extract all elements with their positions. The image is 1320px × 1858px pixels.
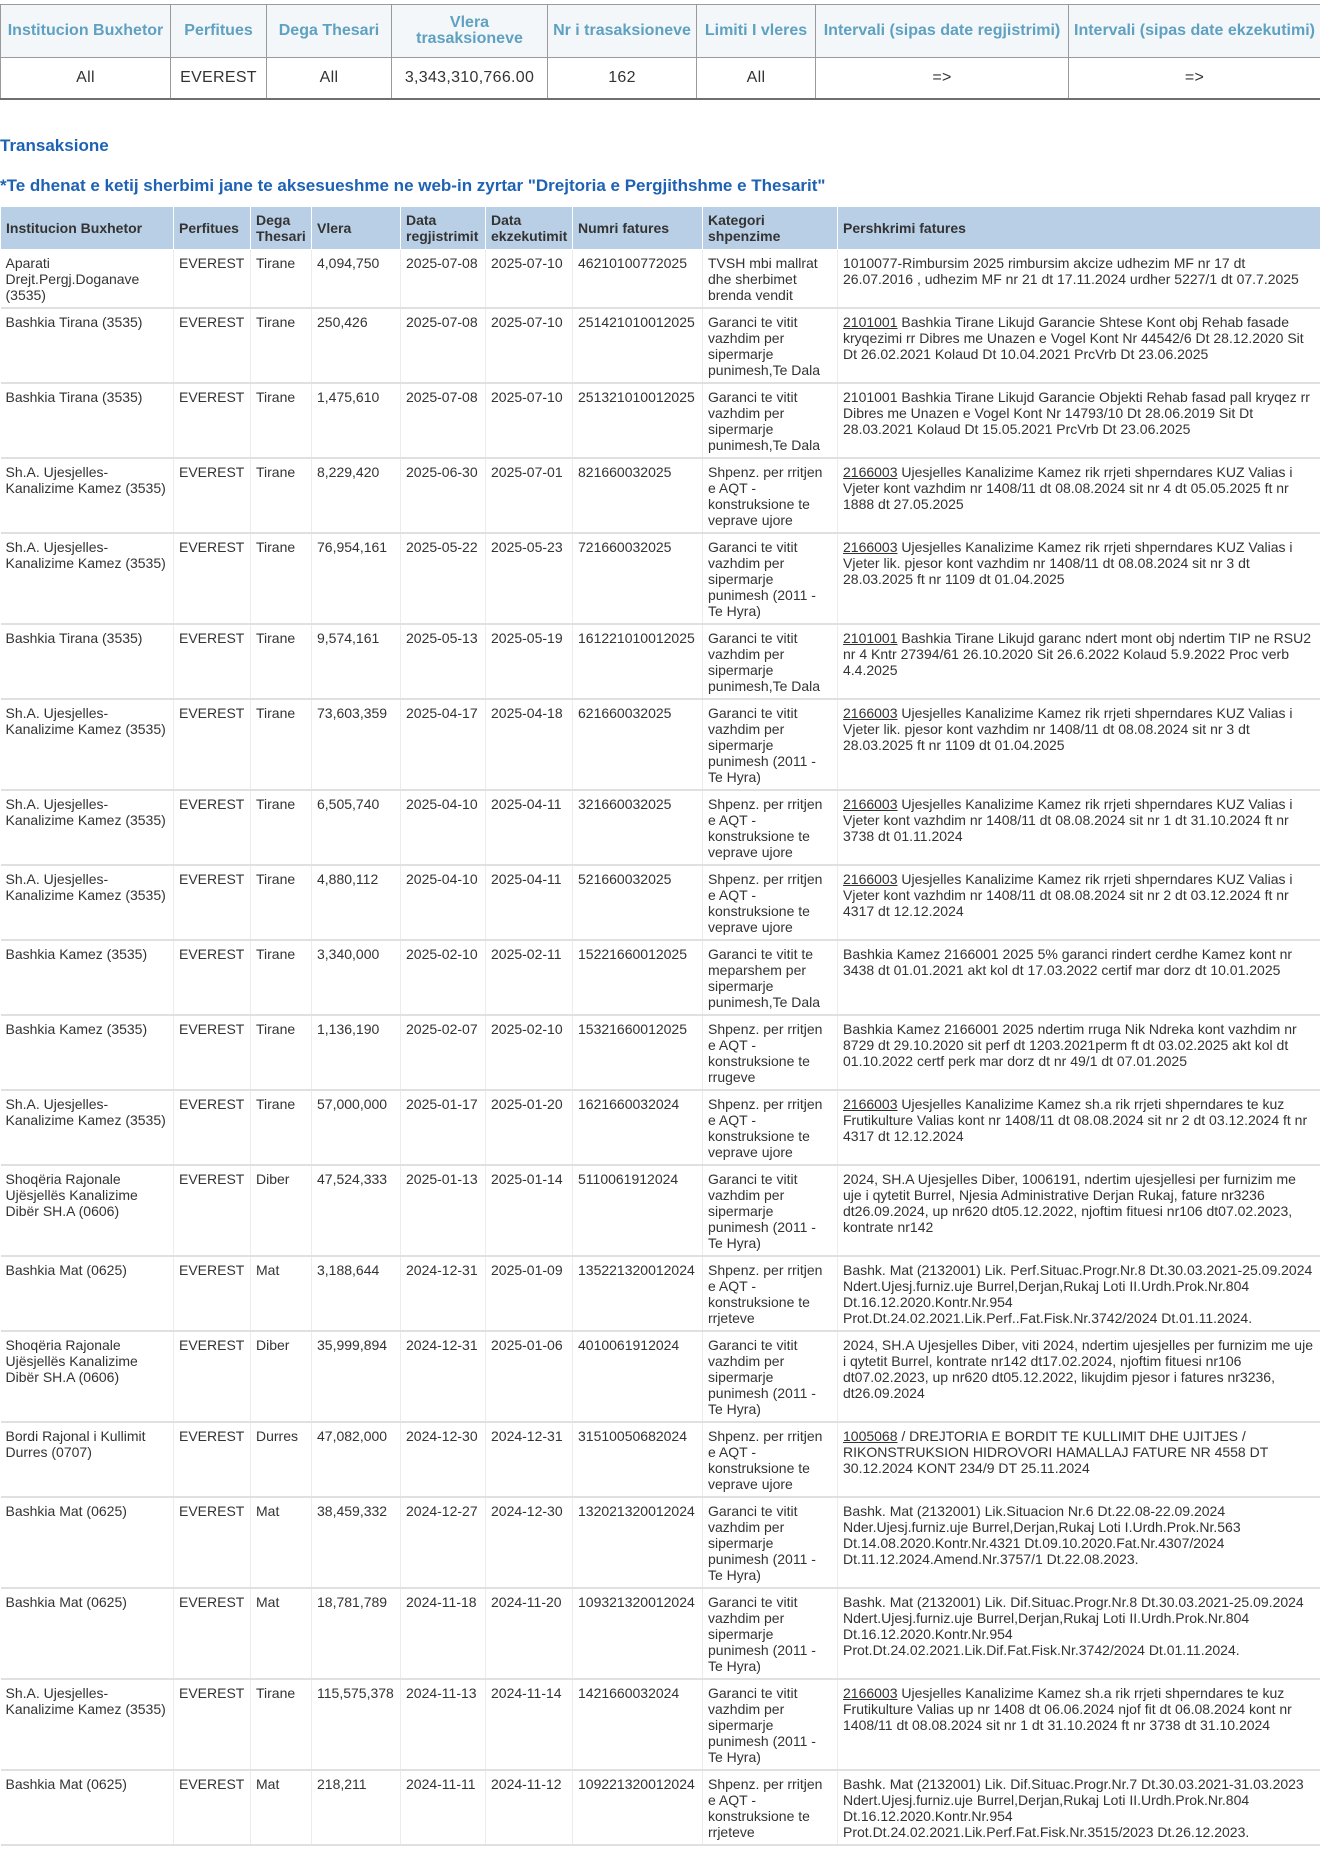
description-text: Ujesjelles Kanalizime Kamez rik rrjeti shperndares KUZ Valias i Vjeter lik. pjesor kont vazhdim nr 1408/11 dt 08.08.2024 sit nr 3 dt 28.03.2025 ft nr 1109 dt 01.04.2025 [843,705,1293,753]
summary-value-cell: => [816,58,1069,100]
cell-beneficiary: EVEREST [174,865,251,940]
cell-amount: 9,574,161 [312,624,401,699]
cell-treasury-branch: Tirane [251,1090,312,1165]
transactions-table [0,206,1320,1846]
cell-beneficiary: EVEREST [174,1256,251,1331]
description-text: / DREJTORIA E BORDIT TE KULLIMIT DHE UJITJES / RIKONSTRUKSION HIDROVORI HAMALLAJ FATURE NR 4558 DT 30.12.2024 KONT 234/9 DT 25.11.2024 [843,1428,1269,1476]
cell-execution-date: 2025-05-19 [486,624,573,699]
cell-registration-date: 2025-04-10 [401,790,486,865]
account-code-link[interactable]: 1005068 [843,1428,898,1444]
cell-registration-date: 2025-06-30 [401,458,486,533]
cell-execution-date: 2024-12-31 [486,1422,573,1497]
cell-beneficiary: EVEREST [174,1497,251,1588]
summary-value-cell: EVEREST [171,58,267,100]
cell-registration-date: 2025-05-22 [401,533,486,624]
summary-table [0,4,1320,100]
cell-registration-date: 2025-02-10 [401,940,486,1015]
description-text: Bashk. Mat (2132001) Lik. Dif.Situac.Progr.Nr.7 Dt.30.03.2021-31.03.2023 Ndert.Ujesj.furniz.uje Burrel,Derjan,Rukaj Loti II.Urdh.Prok.Nr.804 Dt.16.12.2020.Kontr.Nr.954 Prot.Dt.24.02.2021.Lik.Perf.Fat.Fisk.Nr.3515/2023 Dt.26.12.2023. [843,1776,1304,1840]
cell-registration-date: 2025-07-08 [401,250,486,309]
cell-execution-date: 2025-04-11 [486,790,573,865]
cell-invoice-number: 132021320012024 [573,1497,703,1588]
cell-invoice-description [838,458,1320,533]
column-header[interactable]: Numri fatures [573,207,703,250]
cell-institution: Bashkia Mat (0625) [1,1497,174,1588]
account-code-link[interactable]: 2166003 [843,705,898,721]
cell-registration-date: 2024-12-31 [401,1256,486,1331]
cell-institution: Sh.A. Ujesjelles-Kanalizime Kamez (3535) [1,790,174,865]
table-row[interactable] [1,865,1320,940]
cell-execution-date: 2025-07-10 [486,250,573,309]
cell-invoice-number: 521660032025 [573,865,703,940]
cell-invoice-description [838,383,1320,458]
summary-header-cell: Institucion Buxhetor [1,5,171,58]
cell-treasury-branch: Mat [251,1497,312,1588]
cell-expense-category: Garanci te vitit te meparshem per sipermarje punimesh,Te Dala [703,940,838,1015]
cell-invoice-description [838,1497,1320,1588]
cell-beneficiary: EVEREST [174,1588,251,1679]
cell-invoice-description [838,1770,1320,1845]
cell-invoice-number: 15221660012025 [573,940,703,1015]
cell-invoice-description [838,1165,1320,1256]
summary-header-cell: Vlera trasaksioneve [392,5,548,58]
cell-invoice-description [838,1090,1320,1165]
cell-invoice-number: 135221320012024 [573,1256,703,1331]
cell-institution: Sh.A. Ujesjelles-Kanalizime Kamez (3535) [1,699,174,790]
column-header[interactable]: Kategori shpenzime [703,207,838,250]
cell-treasury-branch: Mat [251,1256,312,1331]
cell-invoice-number: 109221320012024 [573,1770,703,1845]
table-row[interactable] [1,624,1320,699]
description-text: 2024, SH.A Ujesjelles Diber, 1006191, ndertim ujesjellesi per furnizim me uje i qytetit Burrel, Njesia Administrative Derjan Rukaj, fature nr3236 dt26.09.2024, up nr620 dt05.12.2022, njoftim fituesi nr106 dt07.02.2023, kontrate nr142 [843,1171,1296,1235]
cell-institution: Bashkia Tirana (3535) [1,308,174,383]
table-row[interactable] [1,1770,1320,1845]
cell-invoice-description [838,1422,1320,1497]
cell-amount: 57,000,000 [312,1090,401,1165]
cell-expense-category: Shpenz. per rritjen e AQT - konstruksione te rrjeteve [703,1770,838,1845]
cell-invoice-description [838,940,1320,1015]
cell-treasury-branch: Tirane [251,458,312,533]
cell-invoice-description [838,790,1320,865]
cell-expense-category: Garanci te vitit vazhdim per sipermarje punimesh (2011 - Te Hyra) [703,1679,838,1770]
cell-treasury-branch: Tirane [251,533,312,624]
cell-treasury-branch: Tirane [251,699,312,790]
cell-invoice-description [838,865,1320,940]
cell-amount: 3,188,644 [312,1256,401,1331]
cell-beneficiary: EVEREST [174,1090,251,1165]
cell-institution: Bashkia Kamez (3535) [1,1015,174,1090]
cell-amount: 6,505,740 [312,790,401,865]
cell-expense-category: Shpenz. per rritjen e AQT - konstruksione te veprave ujore [703,1422,838,1497]
table-row[interactable] [1,1422,1320,1497]
cell-beneficiary: EVEREST [174,1015,251,1090]
column-header[interactable]: Perfitues [174,207,251,250]
table-row[interactable] [1,1588,1320,1679]
cell-treasury-branch: Tirane [251,790,312,865]
description-text: Bashkia Kamez 2166001 2025 5% garanci rindert cerdhe Kamez kont nr 3438 dt 01.01.2021 akt kol dt 17.03.2022 certif mar dorz dt 10.01.2025 [843,946,1293,978]
cell-registration-date: 2025-05-13 [401,624,486,699]
cell-institution: Sh.A. Ujesjelles-Kanalizime Kamez (3535) [1,458,174,533]
cell-invoice-description [838,250,1320,309]
cell-expense-category: Shpenz. per rritjen e AQT - konstruksione te veprave ujore [703,458,838,533]
transactions-header-row [1,207,1320,250]
cell-registration-date: 2025-07-08 [401,308,486,383]
cell-institution: Shoqëria Rajonale Ujësjellës Kanalizime Dibër SH.A (0606) [1,1165,174,1256]
cell-institution: Shoqëria Rajonale Ujësjellës Kanalizime Dibër SH.A (0606) [1,1331,174,1422]
cell-registration-date: 2024-11-13 [401,1679,486,1770]
summary-header-cell: Intervali (sipas date ekzekutimi) [1069,5,1320,58]
column-header[interactable]: Pershkrimi fatures [838,207,1320,250]
account-code-link[interactable]: 2166003 [843,1685,898,1701]
cell-invoice-number: 4010061912024 [573,1331,703,1422]
cell-treasury-branch: Tirane [251,1679,312,1770]
table-row[interactable] [1,1015,1320,1090]
cell-execution-date: 2025-02-10 [486,1015,573,1090]
description-text: Bashk. Mat (2132001) Lik. Dif.Situac.Progr.Nr.8 Dt.30.03.2021-25.09.2024 Ndert.Ujesj.furniz.uje Burrel,Derjan,Rukaj Loti II.Urdh.Prok.Nr.804 Dt.16.12.2020.Kontr.Nr.954 Prot.Dt.24.02.2021.Lik.Dif.Fat.Fisk.Nr.3742/2024 Dt.01.11.2024. [843,1594,1304,1658]
cell-invoice-number: 31510050682024 [573,1422,703,1497]
summary-values-row [1,58,1320,100]
description-text: Ujesjelles Kanalizime Kamez rik rrjeti shperndares KUZ Valias i Vjeter kont vazhdim nr 1408/11 dt 08.08.2024 sit nr 4 dt 05.05.2025 ft nr 1888 dt 27.05.2025 [843,464,1293,512]
cell-beneficiary: EVEREST [174,1165,251,1256]
cell-amount: 38,459,332 [312,1497,401,1588]
cell-expense-category: Shpenz. per rritjen e AQT - konstruksione te veprave ujore [703,865,838,940]
table-row[interactable] [1,1090,1320,1165]
cell-invoice-number: 1421660032024 [573,1679,703,1770]
column-header[interactable]: Data regjistrimit [401,207,486,250]
account-code-link[interactable]: 2166003 [843,871,898,887]
cell-amount: 115,575,378 [312,1679,401,1770]
cell-beneficiary: EVEREST [174,1679,251,1770]
account-code-link[interactable]: 2166003 [843,796,898,812]
cell-execution-date: 2025-01-09 [486,1256,573,1331]
cell-expense-category: Shpenz. per rritjen e AQT - konstruksione te veprave ujore [703,790,838,865]
cell-institution: Sh.A. Ujesjelles-Kanalizime Kamez (3535) [1,1090,174,1165]
description-text: Ujesjelles Kanalizime Kamez rik rrjeti shperndares KUZ Valias i Vjeter lik. pjesor kont vazhdim nr 1408/11 dt 08.08.2024 sit nr 3 dt 28.03.2025 ft nr 1109 dt 01.04.2025 [843,539,1293,587]
table-row[interactable] [1,790,1320,865]
cell-amount: 47,082,000 [312,1422,401,1497]
cell-registration-date: 2024-12-27 [401,1497,486,1588]
cell-beneficiary: EVEREST [174,940,251,1015]
table-row[interactable] [1,1165,1320,1256]
cell-invoice-description [838,1256,1320,1331]
cell-invoice-number: 721660032025 [573,533,703,624]
description-text: Ujesjelles Kanalizime Kamez rik rrjeti shperndares KUZ Valias i Vjeter kont vazhdim nr 1408/11 dt 08.08.2024 sit nr 2 dt 03.12.2024 ft nr 4317 dt 12.12.2024 [843,871,1293,919]
cell-execution-date: 2024-12-30 [486,1497,573,1588]
cell-treasury-branch: Durres [251,1422,312,1497]
cell-invoice-number: 321660032025 [573,790,703,865]
cell-registration-date: 2025-02-07 [401,1015,486,1090]
table-row[interactable] [1,383,1320,458]
cell-registration-date: 2024-11-18 [401,1588,486,1679]
account-code-link[interactable]: 2101001 [843,630,898,646]
cell-institution: Sh.A. Ujesjelles-Kanalizime Kamez (3535) [1,865,174,940]
description-text: Ujesjelles Kanalizime Kamez sh.a rik rrjeti shperndares te kuz Frutikulture Valias up nr 1408 dt 06.06.2024 njof fit dt 06.08.2024 kont nr 1408/11 dt 08.08.2024 sit nr 1 dt 31.10.2024 ft nr 3738 dt 31.10.2024 [843,1685,1292,1733]
cell-execution-date: 2024-11-20 [486,1588,573,1679]
cell-treasury-branch: Diber [251,1165,312,1256]
cell-amount: 47,524,333 [312,1165,401,1256]
description-text: Bashkia Kamez 2166001 2025 ndertim rruga Nik Ndreka kont vazhdim nr 8729 dt 29.10.2020 sit perf dt 1203.2021perm ft dt 03.02.2025 akt kol dt 01.10.2022 certf perk mar dorz dt nr 49/1 dt 07.01.2025 [843,1021,1297,1069]
cell-invoice-description [838,1331,1320,1422]
cell-invoice-number: 821660032025 [573,458,703,533]
cell-beneficiary: EVEREST [174,533,251,624]
cell-registration-date: 2025-01-17 [401,1090,486,1165]
cell-treasury-branch: Tirane [251,865,312,940]
cell-institution: Bashkia Kamez (3535) [1,940,174,1015]
cell-amount: 76,954,161 [312,533,401,624]
cell-institution: Sh.A. Ujesjelles-Kanalizime Kamez (3535) [1,1679,174,1770]
cell-invoice-number: 161221010012025 [573,624,703,699]
table-row[interactable] [1,1331,1320,1422]
cell-expense-category: Garanci te vitit vazhdim per sipermarje punimesh (2011 - Te Hyra) [703,1497,838,1588]
cell-registration-date: 2024-11-11 [401,1770,486,1845]
account-code-link[interactable]: 2101001 [843,314,898,330]
cell-expense-category: Garanci te vitit vazhdim per sipermarje punimesh (2011 - Te Hyra) [703,533,838,624]
cell-execution-date: 2025-01-14 [486,1165,573,1256]
summary-header-cell: Limiti I vleres [697,5,816,58]
cell-invoice-number: 251421010012025 [573,308,703,383]
table-row[interactable] [1,458,1320,533]
cell-execution-date: 2024-11-14 [486,1679,573,1770]
cell-institution: Aparati Drejt.Pergj.Doganave (3535) [1,250,174,309]
summary-header-cell: Intervali (sipas date regjistrimi) [816,5,1069,58]
cell-execution-date: 2025-04-11 [486,865,573,940]
cell-amount: 218,211 [312,1770,401,1845]
table-row[interactable] [1,308,1320,383]
cell-invoice-description [838,699,1320,790]
cell-invoice-description [838,1679,1320,1770]
cell-expense-category: Garanci te vitit vazhdim per sipermarje punimesh (2011 - Te Hyra) [703,699,838,790]
account-code-link[interactable]: 2166003 [843,1096,898,1112]
column-header[interactable]: Vlera [312,207,401,250]
summary-header-cell: Dega Thesari [267,5,392,58]
cell-invoice-description [838,1588,1320,1679]
description-text: Bashkia Tirane Likujd garanc ndert mont obj ndertim TIP ne RSU2 nr 4 Kntr 27394/61 26.10.2020 Sit 26.6.2022 Kolaud 5.9.2022 Proc verb 4.4.2025 [843,630,1311,678]
cell-registration-date: 2024-12-31 [401,1331,486,1422]
table-row[interactable] [1,533,1320,624]
cell-amount: 8,229,420 [312,458,401,533]
cell-invoice-number: 109321320012024 [573,1588,703,1679]
cell-institution: Bashkia Tirana (3535) [1,383,174,458]
description-text: 2024, SH.A Ujesjelles Diber, viti 2024, ndertim ujesjelles per furnizim me uje i qytetit Burrel, kontrate nr142 dt17.02.2024, njoftim fituesi nr106 dt07.02.2023, up nr620 dt05.12.2022, likujdim pjesor i fatures nr3236, dt26.09.2024 [843,1337,1313,1401]
cell-invoice-number: 15321660012025 [573,1015,703,1090]
section-title: Transaksione [0,136,109,155]
cell-treasury-branch: Tirane [251,250,312,309]
cell-execution-date: 2025-07-10 [486,383,573,458]
cell-invoice-number: 621660032025 [573,699,703,790]
cell-registration-date: 2025-04-17 [401,699,486,790]
cell-institution: Sh.A. Ujesjelles-Kanalizime Kamez (3535) [1,533,174,624]
cell-expense-category: Shpenz. per rritjen e AQT - konstruksione te rrugeve [703,1015,838,1090]
cell-registration-date: 2024-12-30 [401,1422,486,1497]
description-text: Ujesjelles Kanalizime Kamez rik rrjeti shperndares KUZ Valias i Vjeter kont vazhdim nr 1408/11 dt 08.08.2024 sit nr 1 dt 31.10.2024 ft nr 3738 dt 01.11.2024 [843,796,1293,844]
description-text: Bashkia Tirane Likujd Garancie Shtese Kont obj Rehab fasade kryqezimi rr Dibres me Unazen e Vogel Kont Nr 44542/6 Dt 28.12.2020 Sit Dt 26.02.2021 Kolaud Dt 10.04.2021 PrcVrb Dt 23.06.2025 [843,314,1304,362]
cell-invoice-description [838,624,1320,699]
table-row[interactable] [1,1497,1320,1588]
cell-beneficiary: EVEREST [174,790,251,865]
cell-expense-category: Shpenz. per rritjen e AQT - konstruksione te veprave ujore [703,1090,838,1165]
data-source-notice: *Te dhenat e ketij sherbimi jane te aksesueshme ne web-in zyrtar "Drejtoria e Pergjithshme e Thesarit" [0,176,826,195]
cell-invoice-description [838,308,1320,383]
cell-beneficiary: EVEREST [174,1331,251,1422]
summary-header-row [1,5,1320,58]
cell-amount: 4,880,112 [312,865,401,940]
column-header[interactable]: Dega Thesari [251,207,312,250]
description-text: 2101001 Bashkia Tirane Likujd Garancie Objekti Rehab fasad pall kryqez rr Dibres me Unazen e Vogel Kont Nr 14793/10 Dt 28.06.2019 Sit Dt 28.03.2021 Kolaud Dt 15.05.2021 PrcVrb Dt 23.06.2025 [843,389,1310,437]
cell-beneficiary: EVEREST [174,699,251,790]
table-row[interactable] [1,250,1320,309]
description-text: Ujesjelles Kanalizime Kamez sh.a rik rrjeti shperndares te kuz Frutikulture Valias kont nr 1408/11 dt 08.08.2024 sit nr 2 dt 03.12.2024 ft nr 4317 dt 12.12.2024 [843,1096,1308,1144]
cell-invoice-description [838,1015,1320,1090]
summary-value-cell: 162 [548,58,697,100]
cell-execution-date: 2025-04-18 [486,699,573,790]
cell-execution-date: 2025-05-23 [486,533,573,624]
cell-amount: 1,475,610 [312,383,401,458]
cell-amount: 73,603,359 [312,699,401,790]
cell-amount: 250,426 [312,308,401,383]
cell-execution-date: 2024-11-12 [486,1770,573,1845]
cell-amount: 35,999,894 [312,1331,401,1422]
cell-treasury-branch: Tirane [251,940,312,1015]
cell-treasury-branch: Diber [251,1331,312,1422]
cell-amount: 18,781,789 [312,1588,401,1679]
cell-beneficiary: EVEREST [174,458,251,533]
summary-value-cell: All [697,58,816,100]
cell-institution: Bashkia Mat (0625) [1,1256,174,1331]
summary-value-cell: => [1069,58,1320,100]
cell-amount: 4,094,750 [312,250,401,309]
cell-beneficiary: EVEREST [174,383,251,458]
cell-institution: Bashkia Mat (0625) [1,1770,174,1845]
account-code-link[interactable]: 2166003 [843,464,898,480]
cell-invoice-number: 1621660032024 [573,1090,703,1165]
table-row[interactable] [1,1256,1320,1331]
cell-invoice-number: 46210100772025 [573,250,703,309]
summary-header-cell: Perfitues [171,5,267,58]
cell-expense-category: Garanci te vitit vazhdim per sipermarje punimesh,Te Dala [703,624,838,699]
cell-expense-category: TVSH mbi mallrat dhe sherbimet brenda vendit [703,250,838,309]
cell-institution: Bashkia Mat (0625) [1,1588,174,1679]
cell-invoice-number: 5110061912024 [573,1165,703,1256]
cell-treasury-branch: Tirane [251,624,312,699]
cell-registration-date: 2025-04-10 [401,865,486,940]
cell-registration-date: 2025-01-13 [401,1165,486,1256]
cell-amount: 1,136,190 [312,1015,401,1090]
cell-registration-date: 2025-07-08 [401,383,486,458]
cell-invoice-number: 251321010012025 [573,383,703,458]
description-text: Bashk. Mat (2132001) Lik. Perf.Situac.Progr.Nr.8 Dt.30.03.2021-25.09.2024 Ndert.Ujesj.furniz.uje Burrel,Derjan,Rukaj Loti II.Urdh.Prok.Nr.804 Dt.16.12.2020.Kontr.Nr.954 Prot.Dt.24.02.2021.Lik.Perf..Fat.Fisk.Nr.3742/2024 Dt.01.11.2024. [843,1262,1313,1326]
column-header[interactable]: Data ekzekutimit [486,207,573,250]
cell-institution: Bordi Rajonal i Kullimit Durres (0707) [1,1422,174,1497]
cell-expense-category: Shpenz. per rritjen e AQT - konstruksione te rrjeteve [703,1256,838,1331]
cell-treasury-branch: Mat [251,1588,312,1679]
account-code-link[interactable]: 2166003 [843,539,898,555]
description-text: 1010077-Rimbursim 2025 rimbursim akcize udhezim MF nr 17 dt 26.07.2016 , udhezim MF nr 21 dt 17.11.2024 urdher 5227/1 dt 07.7.2025 [843,255,1299,287]
summary-header-cell: Nr i trasaksioneve [548,5,697,58]
summary-value-cell: 3,343,310,766.00 [392,58,548,100]
cell-expense-category: Garanci te vitit vazhdim per sipermarje punimesh,Te Dala [703,308,838,383]
cell-amount: 3,340,000 [312,940,401,1015]
cell-treasury-branch: Tirane [251,383,312,458]
cell-execution-date: 2025-01-20 [486,1090,573,1165]
cell-beneficiary: EVEREST [174,624,251,699]
cell-expense-category: Garanci te vitit vazhdim per sipermarje punimesh (2011 - Te Hyra) [703,1588,838,1679]
cell-beneficiary: EVEREST [174,308,251,383]
description-text: Bashk. Mat (2132001) Lik.Situacion Nr.6 Dt.22.08-22.09.2024 Nder.Ujesj.furniz.uje Burrel,Derjan,Rukaj Loti I.Urdh.Prok.Nr.563 Dt.14.08.2020.Kontr.Nr.4321 Dt.09.10.2020.Fat.Nr.4307/2024 Dt.11.12.2024.Amend.Nr.3757/1 Dt.22.08.2023. [843,1503,1241,1567]
cell-institution: Bashkia Tirana (3535) [1,624,174,699]
cell-beneficiary: EVEREST [174,1770,251,1845]
cell-treasury-branch: Tirane [251,1015,312,1090]
table-row[interactable] [1,699,1320,790]
cell-beneficiary: EVEREST [174,250,251,309]
cell-treasury-branch: Tirane [251,308,312,383]
cell-expense-category: Garanci te vitit vazhdim per sipermarje punimesh (2011 - Te Hyra) [703,1165,838,1256]
cell-execution-date: 2025-07-10 [486,308,573,383]
cell-invoice-description [838,533,1320,624]
summary-value-cell: All [267,58,392,100]
cell-expense-category: Garanci te vitit vazhdim per sipermarje punimesh (2011 - Te Hyra) [703,1331,838,1422]
table-row[interactable] [1,940,1320,1015]
cell-beneficiary: EVEREST [174,1422,251,1497]
cell-treasury-branch: Mat [251,1770,312,1845]
cell-expense-category: Garanci te vitit vazhdim per sipermarje punimesh,Te Dala [703,383,838,458]
summary-value-cell: All [1,58,171,100]
column-header[interactable]: Institucion Buxhetor [1,207,174,250]
table-row[interactable] [1,1679,1320,1770]
cell-execution-date: 2025-07-01 [486,458,573,533]
cell-execution-date: 2025-01-06 [486,1331,573,1422]
cell-execution-date: 2025-02-11 [486,940,573,1015]
